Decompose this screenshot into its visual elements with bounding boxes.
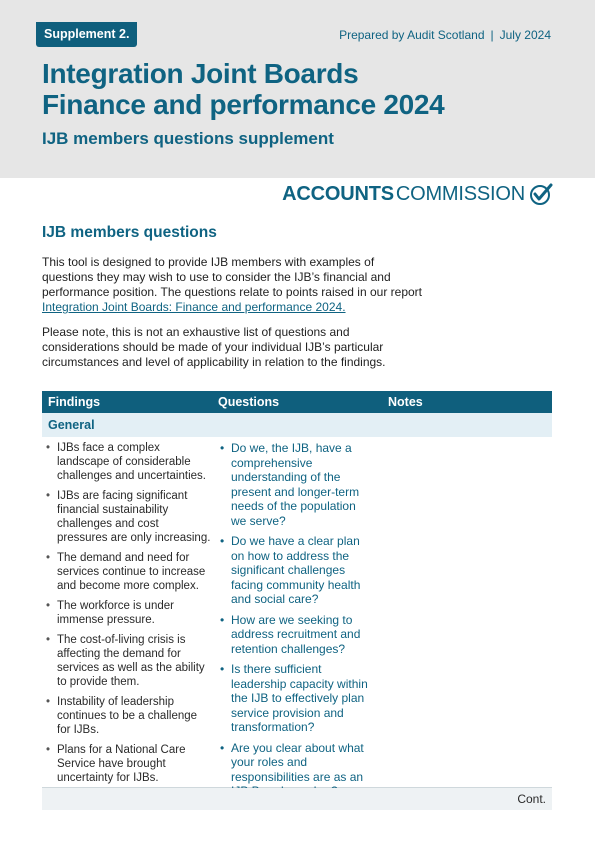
findings-list <box>42 441 212 791</box>
column-header-findings: Findings <box>48 395 101 409</box>
finding-item: • IJBs are facing significant financial sustainability challenges and cost pressures are only increasing. <box>42 489 212 545</box>
question-item: • Are you clear about what your roles and responsibilities are as an <box>216 741 374 799</box>
column-header-questions: Questions <box>218 395 280 409</box>
separator: | <box>490 28 494 42</box>
section-title: IJB members questions <box>42 224 217 241</box>
finding-item: • The cost-of-living crisis is affecting the demand for services as well as the ability to provide them. <box>42 633 212 689</box>
question-item: • Is there sufficient leadership capacity within the IJB to effectively plan service provision and transformation? <box>216 662 374 735</box>
table-header <box>42 391 552 413</box>
prepared-by-line <box>339 28 551 42</box>
table-footer-row <box>42 788 552 810</box>
question-item: • Do we have a clear plan on how to address the significant challenges facing community health and social care? <box>216 534 374 607</box>
page-subtitle: IJB members questions supplement <box>42 129 334 148</box>
finding-item: • The workforce is under immense pressure. <box>42 599 212 627</box>
supplement-label: Supplement 2. <box>36 22 137 47</box>
intro-text: This tool is designed to provide IJB members with examples of questions they may wish to use to consider the IJB’s financial and performance position. The questions relate to points raised in our report <box>42 255 422 299</box>
title-line-1: Integration Joint Boards <box>42 58 359 89</box>
finding-item: • The demand and need for services continue to increase and become more complex. <box>42 551 212 593</box>
finding-item: • IJBs face a complex landscape of considerable challenges and uncertainties. <box>42 441 212 483</box>
publication-date: July 2024 <box>499 28 551 42</box>
check-circle-icon <box>529 182 553 206</box>
question-item: • Do we, the IJB, have a comprehensive understanding of the present and longer-term needs of the population we serve? <box>216 441 374 528</box>
prepared-by: Prepared by Audit Scotland <box>339 28 485 42</box>
logo-light-text: COMMISSION <box>395 182 525 205</box>
logo-bold-text: ACCOUNTS <box>282 182 394 205</box>
group-row <box>42 413 552 437</box>
accounts-commission-logo <box>282 182 553 206</box>
question-item: • How are we seeking to address recruitment and retention challenges? <box>216 613 374 657</box>
finding-item: • Instability of leadership continues to be a challenge for IJBs. <box>42 695 212 737</box>
title-line-2: Finance and performance 2024 <box>42 89 445 120</box>
column-header-notes: Notes <box>388 395 423 409</box>
page-title <box>42 58 444 120</box>
intro-paragraph <box>42 255 422 315</box>
group-label: General <box>48 418 95 432</box>
questions-list <box>216 441 374 805</box>
note-paragraph: Please note, this is not an exhaustive list of questions and considerations should be made of your individual IJB’s particular circumstances and level of applicability in relation to the findings. <box>42 325 386 369</box>
continued-label: Cont. <box>517 792 546 806</box>
report-link[interactable]: Integration Joint Boards: Finance and performance 2024. <box>42 300 346 314</box>
finding-item: • Plans for a National Care Service have brought uncertainty for IJBs. <box>42 743 212 785</box>
